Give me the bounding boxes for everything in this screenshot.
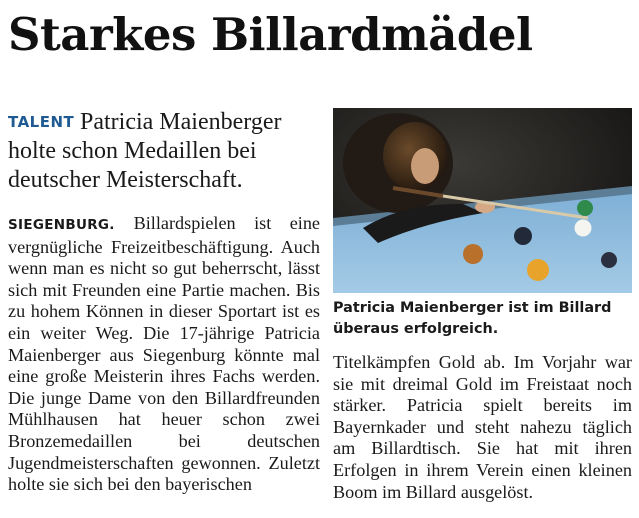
kicker-label: TALENT [8,113,80,131]
body-text-right: Titelkämpfen Gold ab. Im Vorjahr war sie mit dreimal Gold im Freistaat noch stärker. Patricia spielt bereits im Bayernkader und steht nahezu täglich am Billardtisch. Sie hat mit ihren Erfolgen in ihrem Verein einen kleinen Boom im Billard ausgelöst. [333,352,632,502]
photo-caption: Patricia Maienberger ist im Billard überaus erfolgreich. [333,300,612,337]
headline: Starkes Billardmädel [8,8,533,61]
billiard-photo-illustration [333,108,632,293]
body-column-left [8,213,320,496]
teaser-text: Patricia Maienberger holte schon Medaillen bei deutscher Meisterschaft. [8,109,282,193]
body-column-right [333,352,632,503]
article-photo [333,108,632,293]
body-text-left: Billardspielen ist eine vergnügliche Freizeitbeschäftigung. Auch wenn man es nicht so gut beherrscht, lässt sich mit Freunden eine Partie machen. Bis zu hohem Können in dieser Sportart ist es ein weiter Weg. Die 17-jährige Patricia Maienberger aus Siegenburg könnte mal eine große Meisterin ihres Fachs werden. Die junge Dame von den Billardfreunden Mühlhausen hat heuer schon zwei Bronzemedaillen bei deutschen Jugendmeisterschaften gewonnen. Zuletzt holte sie sich bei den bayerischen [8,213,320,495]
teaser [8,108,320,195]
dateline: SIEGENBURG. [8,217,134,233]
